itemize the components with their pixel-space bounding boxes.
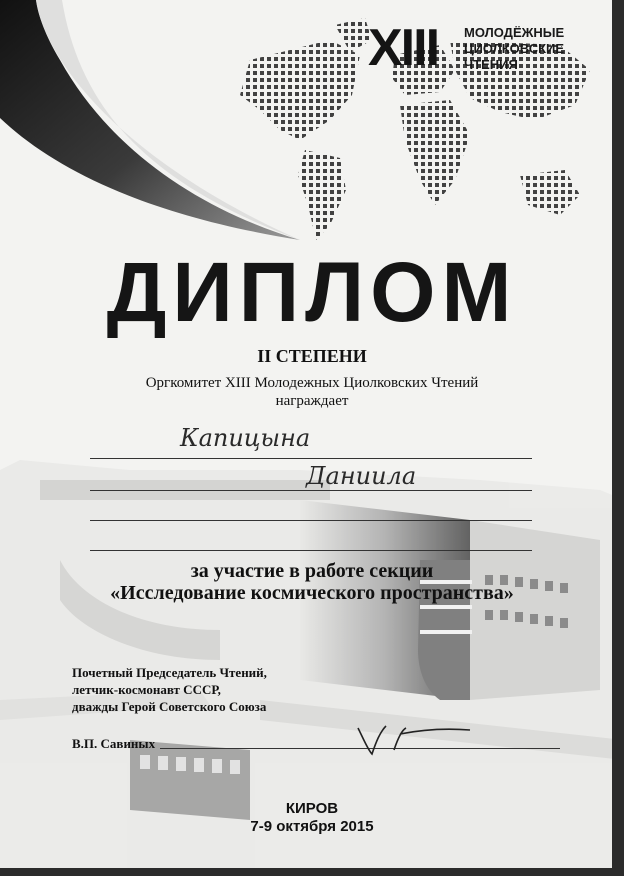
chair-line-3: дважды Герой Советского Союза	[72, 699, 267, 714]
chair-title	[72, 664, 267, 715]
signature-mark	[350, 720, 490, 760]
recipient-line-4	[90, 550, 532, 551]
city-label: КИРОВ	[285, 800, 339, 817]
logo-line-3: ЧТЕНИЯ	[464, 57, 518, 72]
chair-line-2: летчик-космонавт СССР,	[72, 682, 221, 697]
recipient-line-3	[90, 520, 532, 521]
organizer-text	[0, 374, 624, 410]
logo-line-1: МОЛОДЁЖНЫЕ	[464, 25, 565, 40]
award-reason-line-2: «Исследование космического пространства»	[110, 582, 514, 604]
recipient-first-name: Даниила	[306, 462, 417, 490]
recipient-surname: Капицына	[180, 424, 311, 452]
logo-line-2: ЦИОЛКОВСКИЕ	[464, 41, 565, 56]
logo-numeral: XIII	[368, 19, 439, 77]
recipient-line-1	[90, 458, 532, 459]
chair-line-1: Почетный Председатель Чтений,	[72, 665, 267, 680]
event-date: 7-9 октября 2015	[250, 818, 374, 835]
recipient-line-2	[90, 490, 532, 491]
diploma-title: ДИПЛОМ	[106, 245, 518, 339]
award-reason	[0, 560, 624, 604]
chair-name: В.П. Савиных	[72, 736, 156, 751]
degree-label: II СТЕПЕНИ	[257, 346, 367, 366]
organizer-line-1: Оргкомитет XIII Молодежных Циолковских Чтений	[145, 375, 479, 391]
award-reason-line-1: за участие в работе секции	[190, 560, 434, 582]
organizer-line-2: награждает	[275, 393, 349, 409]
